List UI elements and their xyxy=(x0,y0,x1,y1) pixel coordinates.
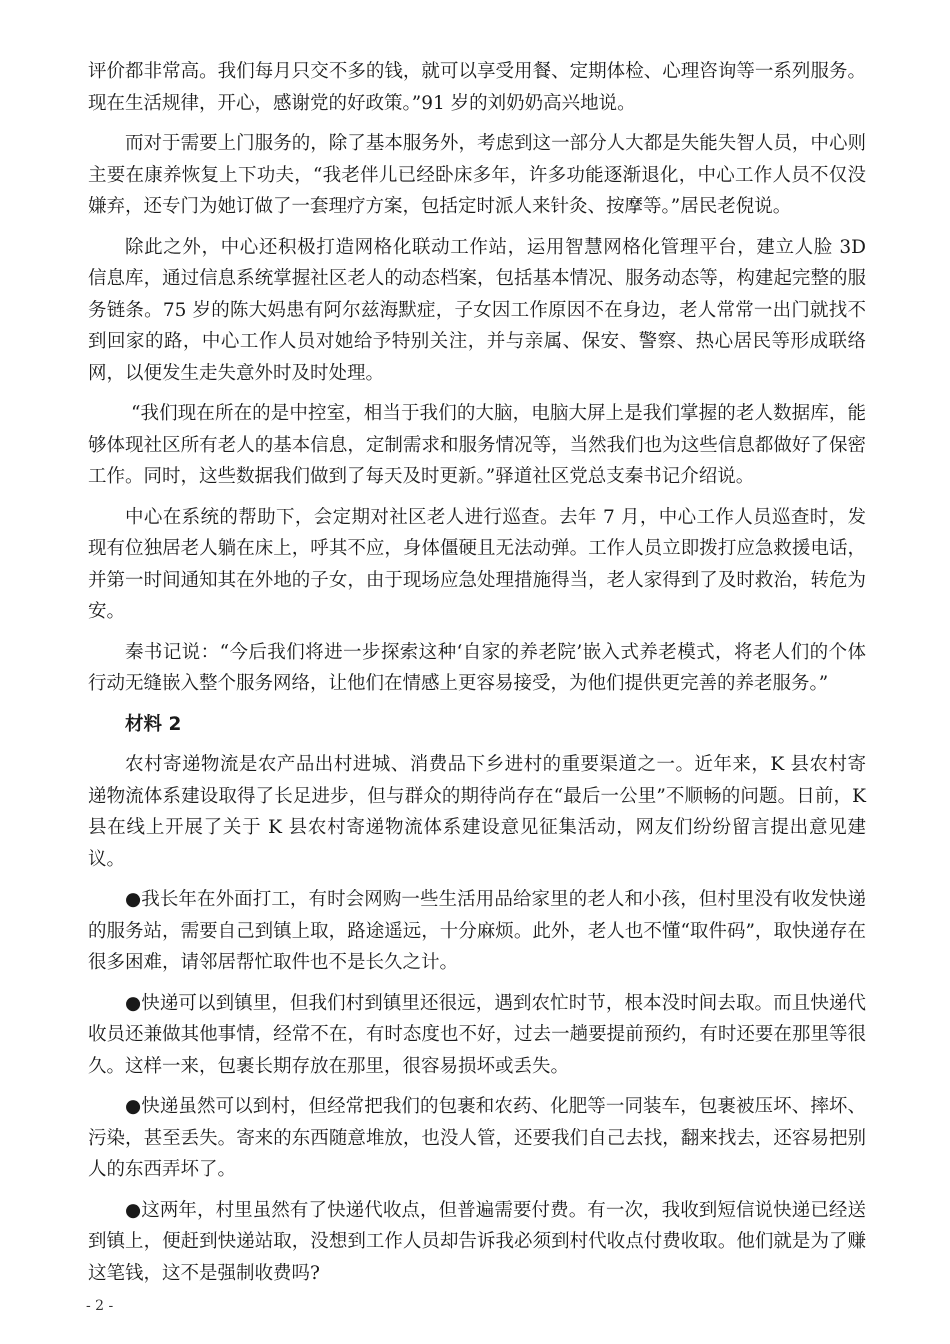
document-page xyxy=(88,56,866,1298)
paragraph-4: “我们现在所在的是中控室，相当于我们的大脑，电脑大屏上是我们掌握的老人数据库，能够体现社区所有老人的基本信息，定制需求和服务情况等，当然我们也为这些信息都做好了保密工作。同时，这些数据我们做到了每天及时更新。”驿道社区党总支秦书记介绍说。 xyxy=(88,403,866,487)
section-heading: 材料 2 xyxy=(125,713,182,735)
paragraph-6: 秦书记说：“今后我们将进一步探索这种‘自家的养老院’嵌入式养老模式，将老人们的个体行动无缝嵌入整个服务网络，让他们在情感上更容易接受，为他们提供更完善的养老服务。” xyxy=(88,641,866,694)
paragraph-5: 中心在系统的帮助下，会定期对社区老人进行巡查。去年 7 月，中心工作人员巡查时，发现有位独居老人躺在床上，呼其不应，身体僵硬且无法动弹。工作人员立即拨打应急救援电话，并第一时间通知其在外地的子女，由于现场应急处理措施得当，老人家得到了及时救治，转危为安。 xyxy=(88,506,866,622)
section-paragraph-1: 农村寄递物流是农产品出村进城、消费品下乡进村的重要渠道之一。近年来，K 县农村寄递物流体系建设取得了长足进步，但与群众的期待尚存在“最后一公里”不顺畅的问题。日前，K 县在线上开展了关于 K 县农村寄递物流体系建设意见征集活动，网友们纷纷留言提出意见建议。 xyxy=(88,754,866,870)
comment-item-2: ●快递可以到镇里，但我们村到镇里还很远，遇到农忙时节，根本没时间去取。而且快递代收员还兼做其他事情，经常不在，有时态度也不好，过去一趟要提前预约，有时还要在那里等很久。这样一来，包裹长期存放在那里，很容易损坏或丢失。 xyxy=(88,992,866,1077)
comment-item-1: ●我长年在外面打工，有时会网购一些生活用品给家里的老人和小孩，但村里没有收发快递的服务站，需要自己到镇上取，路途遥远，十分麻烦。此外，老人也不懂“取件码”，取快递存在很多困难，请邻居帮忙取件也不是长久之计。 xyxy=(88,889,866,973)
paragraph-1: 评价都非常高。我们每月只交不多的钱，就可以享受用餐、定期体检、心理咨询等一系列服务。现在生活规律，开心，感谢党的好政策。”91 岁的刘奶奶高兴地说。 xyxy=(88,61,866,114)
comment-item-3: ●快递虽然可以到村，但经常把我们的包裹和农药、化肥等一同装车，包裹被压坏、摔坏、污染，甚至丢失。寄来的东西随意堆放，也没人管，还要我们自己去找，翻来找去，还容易把别人的东西弄坏了。 xyxy=(88,1096,866,1180)
page-number: - 2 - xyxy=(86,1298,114,1314)
paragraph-2: 而对于需要上门服务的，除了基本服务外，考虑到这一部分人大都是失能失智人员，中心则主要在康养恢复上下功夫，“我老伴儿已经卧床多年，许多功能逐渐退化，中心工作人员不仅没嫌弃，还专门为她订做了一套理疗方案，包括定时派人来针灸、按摩等。”居民老倪说。 xyxy=(88,133,866,217)
comment-item-4: ●这两年，村里虽然有了快递代收点，但普遍需要付费。有一次，我收到短信说快递已经送到镇上，便赶到快递站取，没想到工作人员却告诉我必须到村代收点付费收取。他们就是为了赚这笔钱，这不是强制收费吗? xyxy=(88,1199,866,1284)
paragraph-3: 除此之外，中心还积极打造网格化联动工作站，运用智慧网格化管理平台，建立人脸 3D 信息库，通过信息系统掌握社区老人的动态档案，包括基本情况、服务动态等，构建起完整的服务链条。75 岁的陈大妈患有阿尔兹海默症，子女因工作原因不在身边，老人常常一出门就找不到回家的路，中心工作人员对她给予特别关注，并与亲属、保安、警察、热心居民等形成联络网，以便发生走失意外时及时处理。 xyxy=(88,236,866,384)
